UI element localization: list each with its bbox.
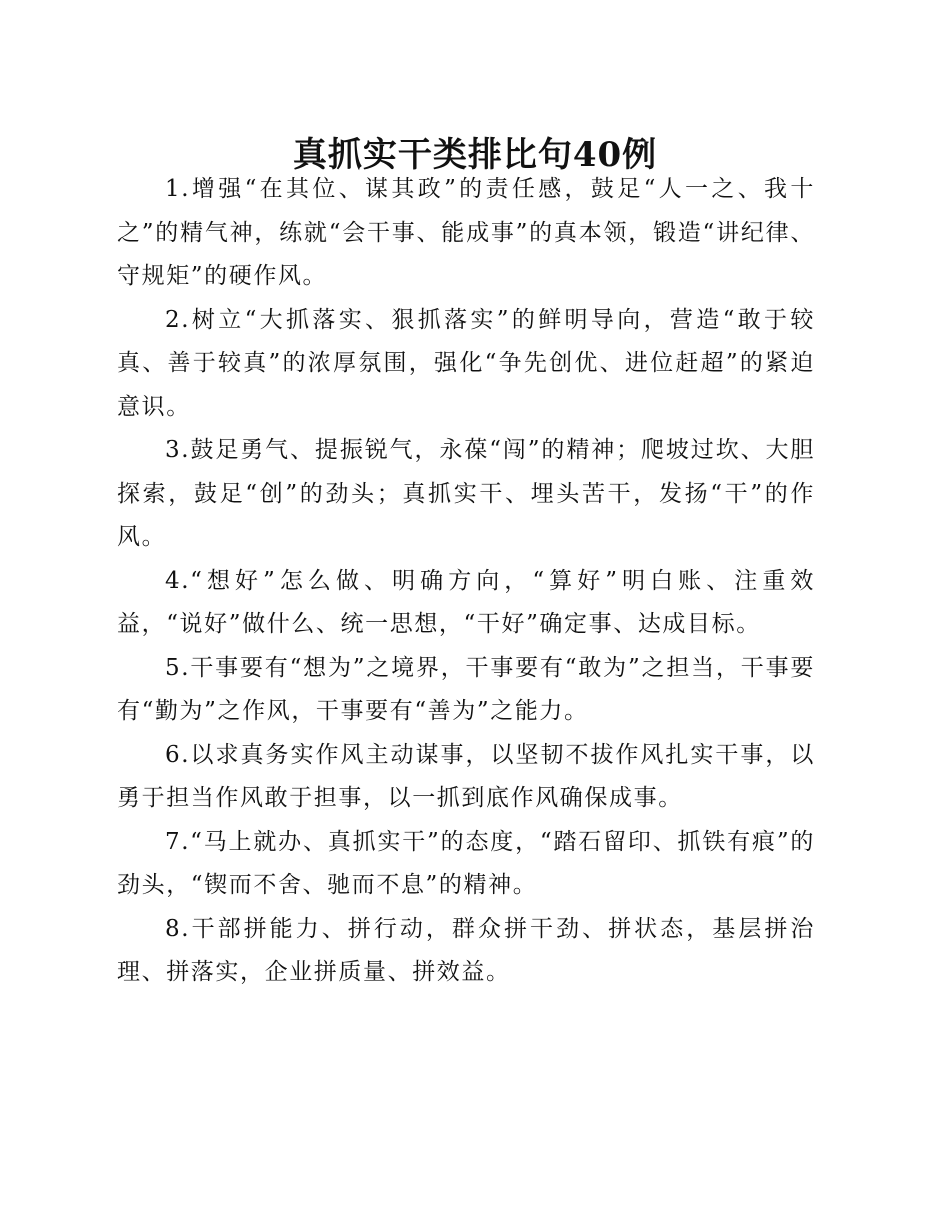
paragraph-1: 1.增强“在其位、谋其政”的责任感，鼓足“人一之、我十之”的精气神，练就“会干事、能成事”的真本领，锻造“讲纪律、守规矩”的硬作风。	[117, 176, 815, 289]
paragraph-6: 6.以求真务实作风主动谋事，以坚韧不拔作风扎实干事，以勇于担当作风敢于担事，以一抓到底作风确保成事。	[117, 741, 815, 811]
paragraph-8: 8.干部拼能力、拼行动，群众拼干劲、拼状态，基层拼治理、拼落实，企业拼质量、拼效益。	[117, 915, 815, 985]
document-title: 真抓实干类排比句40例	[292, 135, 658, 175]
paragraph-3: 3.鼓足勇气、提振锐气，永葆“闯”的精神；爬坡过坎、大胆探索，鼓足“创”的劲头；真抓实干、埋头苦干，发扬“干”的作风。	[117, 437, 815, 550]
paragraph-7: 7.“马上就办、真抓实干”的态度，“踏石留印、抓铁有痕”的劲头，“锲而不舍、驰而不息”的精神。	[117, 828, 815, 898]
paragraph-5: 5.干事要有“想为”之境界，干事要有“敢为”之担当，干事要有“勤为”之作风，干事要有“善为”之能力。	[117, 654, 815, 724]
document-body	[117, 168, 815, 995]
paragraph-2: 2.树立“大抓落实、狠抓落实”的鲜明导向，营造“敢于较真、善于较真”的浓厚氛围，强化“争先创优、进位赶超”的紧迫意识。	[117, 306, 815, 420]
paragraph-4: 4.“想好”怎么做、明确方向，“算好”明白账、注重效益，“说好”做什么、统一思想，“干好”确定事、达成目标。	[117, 567, 815, 637]
